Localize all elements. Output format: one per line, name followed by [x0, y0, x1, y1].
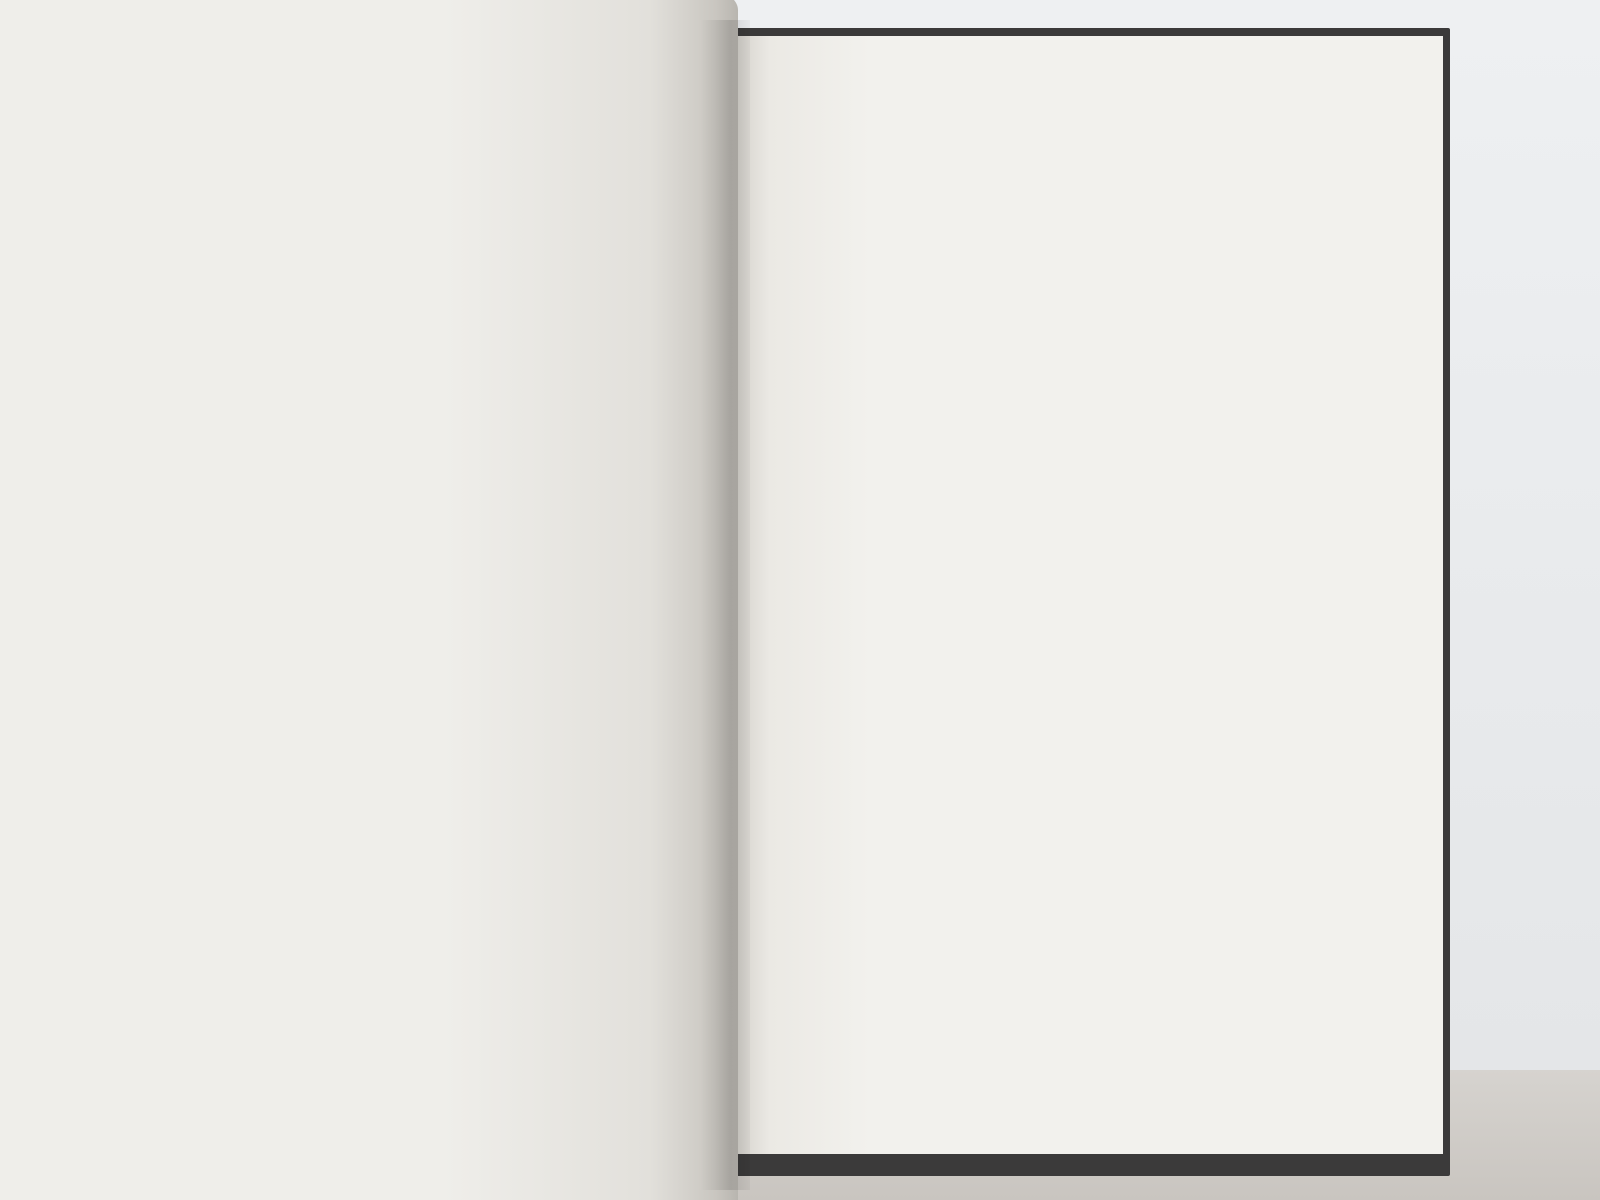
gutter-shadow	[700, 20, 750, 1190]
contents-title	[990, 176, 1150, 177]
left-page	[0, 0, 738, 1200]
acknowledgement-block	[62, 280, 701, 306]
acknowledgement-text	[62, 280, 701, 306]
contents-list	[800, 175, 1344, 1038]
